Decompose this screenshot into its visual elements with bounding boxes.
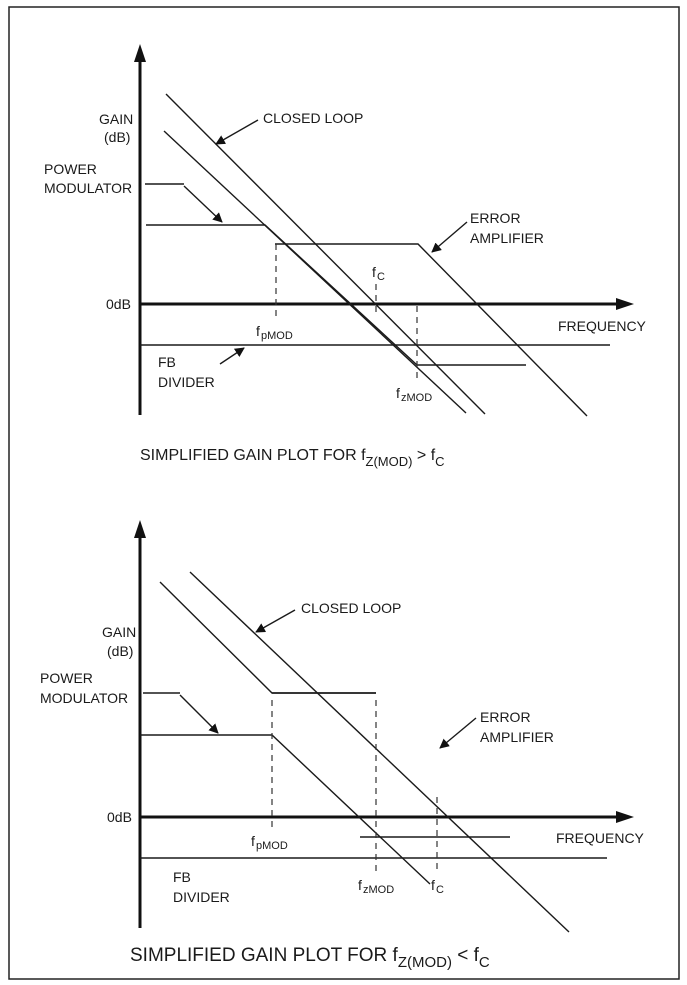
bottom-closed-loop-pointer — [256, 610, 295, 632]
bottom-closed-loop-line — [190, 572, 569, 932]
bottom-0db-label: 0dB — [107, 809, 132, 825]
bottom-frequency-label: FREQUENCY — [556, 830, 644, 846]
bottom-plot — [40, 520, 645, 971]
top-fb-label: FB — [158, 354, 176, 370]
bottom-gain-unit: (dB) — [107, 643, 134, 659]
top-closed-loop-line — [166, 94, 485, 414]
top-power-mod-pointer — [184, 186, 222, 222]
top-caption: SIMPLIFIED GAIN PLOT FOR $f_{Z(MOD)} > f_C$ — [140, 447, 445, 469]
bottom-power-label: POWER — [40, 670, 93, 686]
top-amplifier-label: AMPLIFIER — [470, 230, 544, 246]
top-error-amp-pointer — [432, 222, 467, 252]
top-fb-divider-pointer — [220, 348, 244, 364]
bottom-x-axis-arrow — [616, 811, 634, 823]
top-fc-f: f — [372, 264, 376, 280]
top-divider-label: DIVIDER — [158, 374, 215, 390]
bottom-fc-f: f — [431, 877, 435, 893]
bottom-error-amp-pointer — [440, 718, 476, 748]
top-error-label: ERROR — [470, 210, 521, 226]
top-closed-loop-lower-line — [164, 131, 466, 413]
bottom-closed-loop-label: CLOSED LOOP — [301, 600, 402, 616]
bottom-power-modulator-line — [140, 735, 430, 884]
bottom-fb-label: FB — [173, 869, 191, 885]
top-error-amp-flat — [275, 244, 587, 416]
top-gain-label: GAIN — [99, 111, 134, 127]
top-y-axis-arrow — [134, 44, 146, 62]
bottom-fpmod-sub: pMOD — [256, 840, 288, 852]
top-closed-loop-label: CLOSED LOOP — [263, 110, 364, 126]
top-gain-unit: (dB) — [104, 129, 131, 145]
bottom-divider-label: DIVIDER — [173, 889, 230, 905]
bottom-caption: SIMPLIFIED GAIN PLOT FOR $f_{Z(MOD)} < f_C$ — [130, 945, 490, 971]
bottom-gain-label: GAIN — [102, 624, 137, 640]
bottom-modulator-label: MODULATOR — [40, 690, 129, 706]
top-x-axis-arrow — [616, 298, 634, 310]
bottom-fzmod-f: f — [358, 877, 362, 893]
top-fzmod-sub: zMOD — [401, 392, 433, 404]
bottom-amplifier-label: AMPLIFIER — [480, 729, 554, 745]
top-frequency-label: FREQUENCY — [558, 318, 646, 334]
top-fc-sub: C — [377, 271, 385, 283]
top-0db-label: 0dB — [106, 296, 131, 312]
bottom-fc-sub: C — [436, 884, 444, 896]
top-modulator-label: MODULATOR — [44, 180, 133, 196]
bottom-error-label: ERROR — [480, 709, 531, 725]
top-closed-loop-pointer — [216, 120, 258, 144]
top-fpmod-sub: pMOD — [261, 330, 293, 342]
bottom-fzmod-sub: zMOD — [363, 884, 395, 896]
top-power-label: POWER — [44, 161, 97, 177]
bottom-y-axis-arrow — [134, 520, 146, 538]
top-fzmod-f: f — [396, 385, 400, 401]
top-plot — [44, 44, 647, 469]
bottom-fpmod-f: f — [251, 833, 255, 849]
bottom-power-mod-pointer — [180, 695, 218, 733]
top-fpmod-f: f — [256, 323, 260, 339]
bottom-error-amp-slope — [160, 582, 376, 693]
